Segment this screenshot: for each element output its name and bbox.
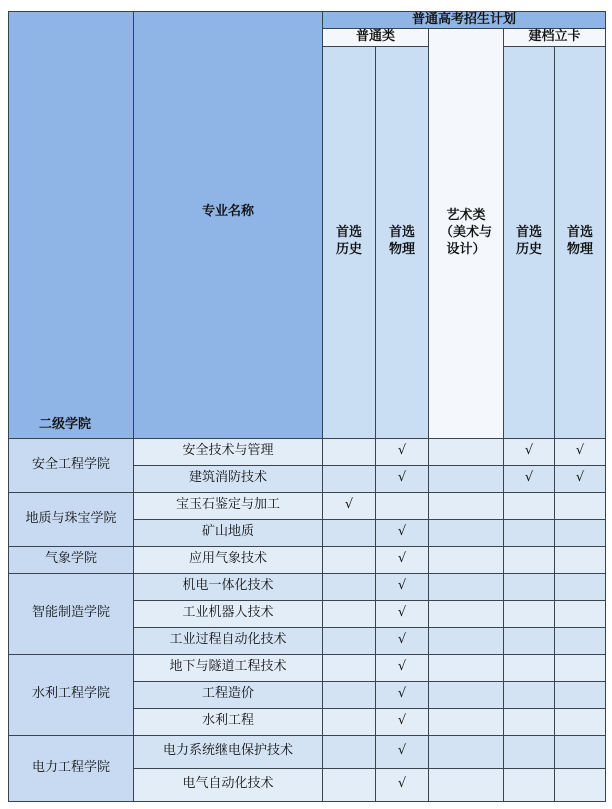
college-name: 水利工程学院	[9, 654, 134, 735]
table-row	[9, 573, 606, 600]
college-name: 智能制造学院	[9, 573, 134, 654]
plan-mark-cell	[555, 600, 606, 627]
art-column-header: 艺术类（美术与设计）	[429, 29, 504, 438]
general-group-header: 普通类	[323, 29, 429, 46]
major-name: 工业过程自动化技术	[134, 627, 323, 654]
major-name: 工业机器人技术	[134, 600, 323, 627]
plan-mark-cell: √	[555, 465, 606, 492]
plan-mark-cell: √	[376, 465, 429, 492]
plan-mark-cell	[504, 546, 555, 573]
plan-mark-cell	[323, 654, 376, 681]
plan-mark-cell: √	[376, 654, 429, 681]
plan-mark-cell	[429, 708, 504, 735]
plan-mark-cell	[323, 681, 376, 708]
major-name: 安全技术与管理	[134, 438, 323, 465]
major-name: 电力系统继电保护技术	[134, 735, 323, 768]
plan-mark-cell: √	[376, 600, 429, 627]
plan-mark-cell	[504, 681, 555, 708]
plan-mark-cell	[323, 519, 376, 546]
plan-mark-cell	[504, 492, 555, 519]
plan-mark-cell	[555, 627, 606, 654]
plan-mark-cell	[555, 735, 606, 768]
plan-mark-cell: √	[376, 627, 429, 654]
plan-group-header: 普通高考招生计划	[323, 12, 606, 29]
card-physics-header: 首选物理	[555, 46, 606, 438]
plan-mark-cell	[504, 519, 555, 546]
major-name: 宝玉石鉴定与加工	[134, 492, 323, 519]
college-name: 地质与珠宝学院	[9, 492, 134, 546]
plan-mark-cell: √	[376, 768, 429, 801]
table-row	[9, 654, 606, 681]
plan-mark-cell	[555, 546, 606, 573]
plan-mark-cell: √	[376, 573, 429, 600]
college-name: 电力工程学院	[9, 735, 134, 801]
plan-mark-cell	[376, 492, 429, 519]
table-row	[9, 438, 606, 465]
major-name: 矿山地质	[134, 519, 323, 546]
plan-mark-cell	[429, 768, 504, 801]
plan-mark-cell: √	[555, 438, 606, 465]
plan-mark-cell	[429, 519, 504, 546]
plan-mark-cell	[555, 681, 606, 708]
plan-mark-cell	[555, 573, 606, 600]
plan-mark-cell	[555, 654, 606, 681]
enrollment-plan-table	[8, 11, 606, 802]
plan-mark-cell	[429, 573, 504, 600]
plan-mark-cell	[323, 627, 376, 654]
major-column-header: 专业名称	[134, 12, 323, 439]
plan-mark-cell	[429, 600, 504, 627]
plan-mark-cell	[429, 546, 504, 573]
plan-mark-cell	[504, 654, 555, 681]
plan-mark-cell	[504, 768, 555, 801]
plan-mark-cell	[555, 492, 606, 519]
college-name: 安全工程学院	[9, 438, 134, 492]
card-history-header: 首选历史	[504, 46, 555, 438]
college-column-header: 二级学院	[9, 12, 134, 439]
plan-mark-cell: √	[376, 546, 429, 573]
major-name: 水利工程	[134, 708, 323, 735]
plan-mark-cell: √	[376, 681, 429, 708]
plan-mark-cell	[323, 465, 376, 492]
plan-mark-cell	[429, 492, 504, 519]
plan-mark-cell	[429, 438, 504, 465]
general-history-header: 首选历史	[323, 46, 376, 438]
plan-mark-cell	[429, 465, 504, 492]
plan-mark-cell: √	[376, 708, 429, 735]
plan-mark-cell	[323, 600, 376, 627]
plan-mark-cell: √	[504, 465, 555, 492]
plan-mark-cell: √	[504, 438, 555, 465]
general-physics-header: 首选物理	[376, 46, 429, 438]
college-name: 气象学院	[9, 546, 134, 573]
major-name: 工程造价	[134, 681, 323, 708]
major-name: 建筑消防技术	[134, 465, 323, 492]
plan-mark-cell: √	[376, 735, 429, 768]
plan-mark-cell	[429, 735, 504, 768]
plan-mark-cell	[555, 708, 606, 735]
plan-mark-cell	[555, 768, 606, 801]
plan-mark-cell: √	[323, 492, 376, 519]
plan-mark-cell	[504, 627, 555, 654]
plan-mark-cell	[323, 438, 376, 465]
plan-mark-cell: √	[376, 438, 429, 465]
plan-mark-cell: √	[376, 519, 429, 546]
plan-mark-cell	[504, 573, 555, 600]
plan-mark-cell	[504, 708, 555, 735]
plan-mark-cell	[323, 546, 376, 573]
plan-mark-cell	[429, 627, 504, 654]
plan-mark-cell	[323, 735, 376, 768]
plan-mark-cell	[504, 735, 555, 768]
major-name: 机电一体化技术	[134, 573, 323, 600]
table-row	[9, 735, 606, 768]
card-group-header: 建档立卡	[504, 29, 606, 46]
major-name: 地下与隧道工程技术	[134, 654, 323, 681]
plan-mark-cell	[429, 654, 504, 681]
plan-mark-cell	[323, 573, 376, 600]
table-row	[9, 492, 606, 519]
table-row	[9, 546, 606, 573]
plan-mark-cell	[323, 768, 376, 801]
plan-mark-cell	[555, 519, 606, 546]
plan-mark-cell	[504, 600, 555, 627]
major-name: 应用气象技术	[134, 546, 323, 573]
plan-mark-cell	[323, 708, 376, 735]
plan-mark-cell	[429, 681, 504, 708]
major-name: 电气自动化技术	[134, 768, 323, 801]
